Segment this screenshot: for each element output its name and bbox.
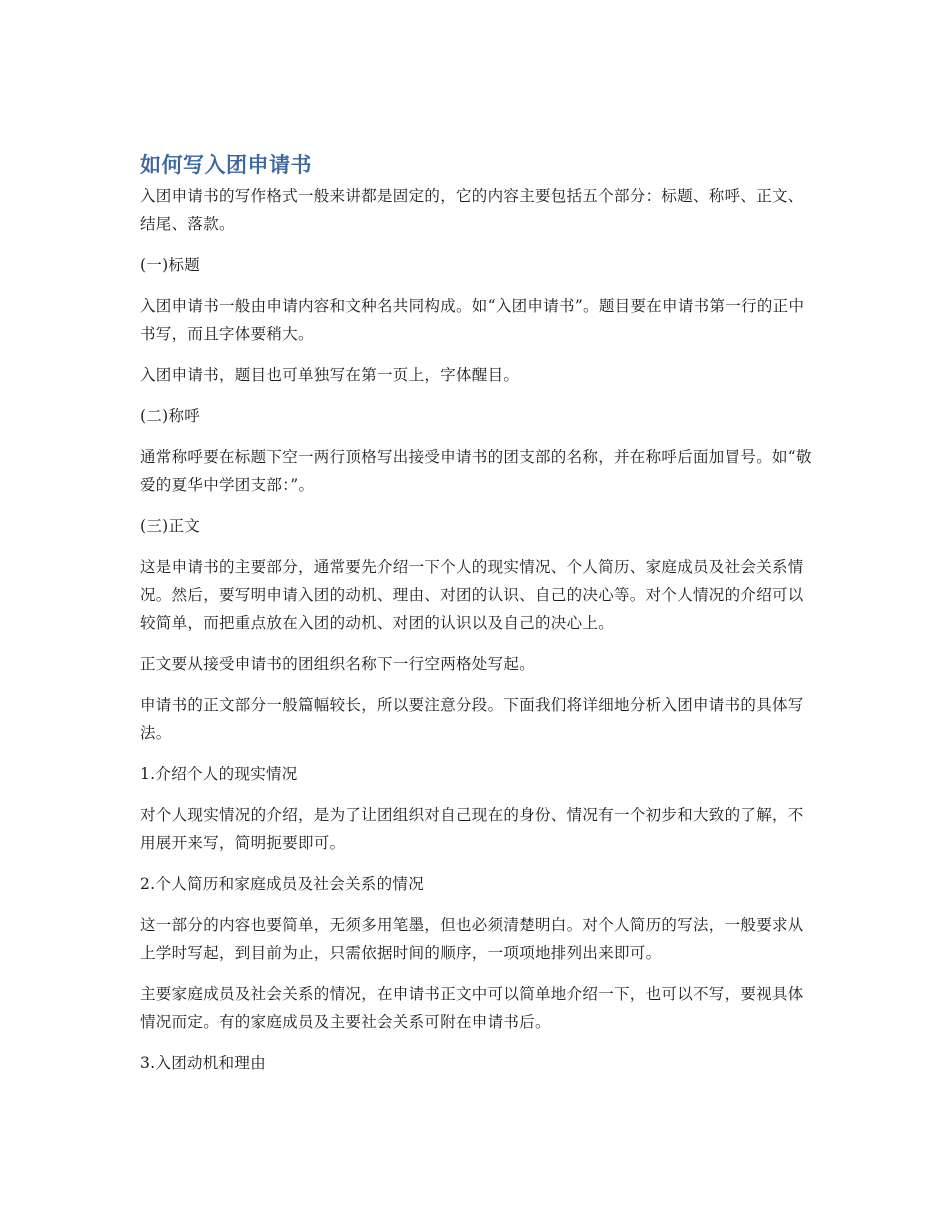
document-content [140, 150, 812, 1090]
section-heading-body: (三)正文 [140, 517, 201, 535]
paragraph-body-length: 申请书的正文部分一般篇幅较长，所以要注意分段。下面我们将详细地分析入团申请书的具体写法。 [140, 696, 804, 742]
subheading-motivation: 3.入团动机和理由 [140, 1054, 266, 1072]
subheading-current-situation: 1.介绍个人的现实情况 [140, 765, 298, 783]
paragraph-current-situation: 对个人现实情况的介绍，是为了让团组织对自己现在的身份、情况有一个初步和大致的了解，不用展开来写，简明扼要即可。 [140, 806, 804, 852]
paragraph-body-start: 正文要从接受申请书的团组织名称下一行空两格处写起。 [140, 655, 536, 673]
section-heading-title: (一)标题 [140, 256, 201, 274]
paragraph-resume: 这一部分的内容也要简单，无须多用笔墨，但也必须清楚明白。对个人简历的写法，一般要求从上学时写起，到目前为止，只需依据时间的顺序，一项项地排列出来即可。 [140, 916, 804, 962]
subheading-resume-family: 2.个人简历和家庭成员及社会关系的情况 [140, 875, 424, 893]
paragraph-family: 主要家庭成员及社会关系的情况，在申请书正文中可以简单地介绍一下，也可以不写，要视具体情况而定。有的家庭成员及主要社会关系可附在申请书后。 [140, 985, 804, 1031]
paragraph-title-composition: 入团申请书一般由申请内容和文种名共同构成。如“入团申请书”。题目要在申请书第一行的正中书写，而且字体要稍大。 [140, 297, 805, 343]
paragraph-title-separate-page: 入团申请书，题目也可单独写在第一页上，字体醒目。 [140, 366, 520, 384]
document-title: 如何写入团申请书 [140, 153, 312, 177]
paragraph-body-main: 这是申请书的主要部分，通常要先介绍一下个人的现实情况、个人简历、家庭成员及社会关系情况。然后，要写明申请入团的动机、理由、对团的认识、自己的决心等。对个人情况的介绍可以较简单，而把重点放在入团的动机、对团的认识以及自己的决心上。 [140, 558, 804, 632]
paragraph-intro: 入团申请书的写作格式一般来讲都是固定的，它的内容主要包括五个部分：标题、称呼、正文、结尾、落款。 [140, 187, 804, 233]
section-heading-salutation: (二)称呼 [140, 407, 201, 425]
paragraph-salutation: 通常称呼要在标题下空一两行顶格写出接受申请书的团支部的名称，并在称呼后面加冒号。如“敬爱的夏华中学团支部：”。 [140, 448, 812, 494]
